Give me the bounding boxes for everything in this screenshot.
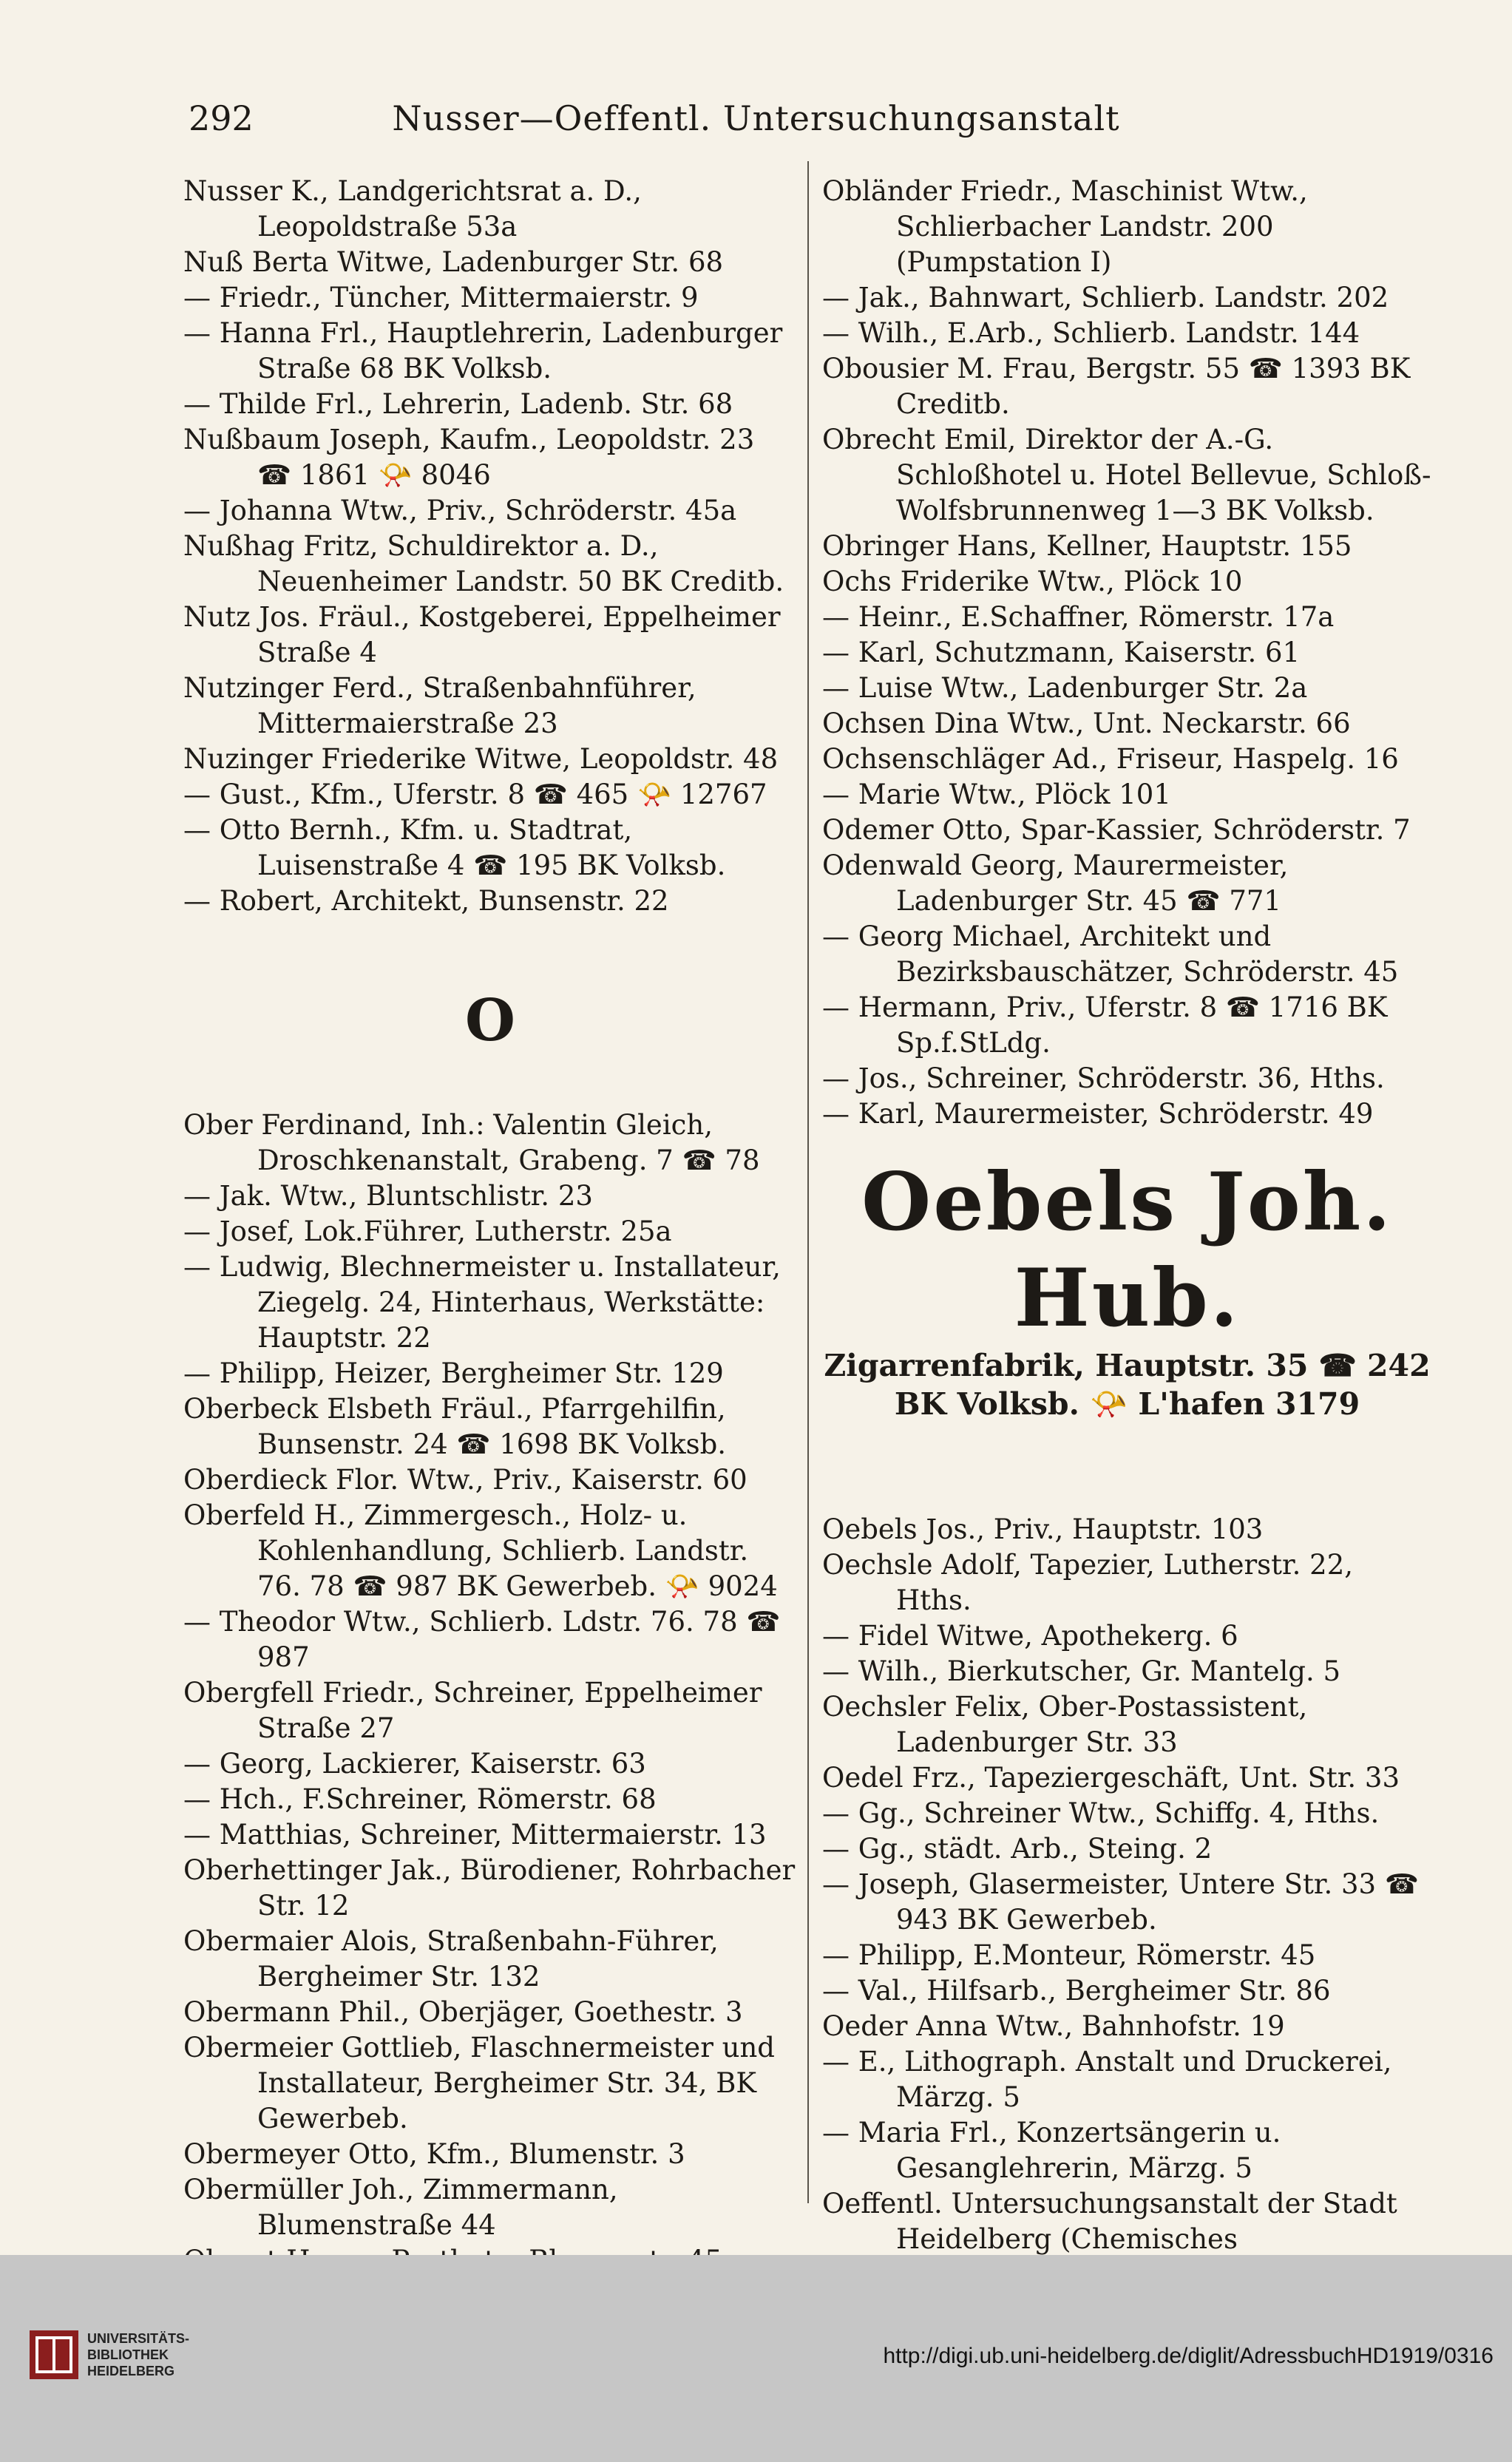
directory-entry: Ochsen Dina Wtw., Unt. Neckarstr. 66 <box>822 708 1351 739</box>
directory-entry: Oberhettinger Jak., Bürodiener, Rohrbacher Str. 12 <box>183 1854 796 1922</box>
directory-entry: — Jak. Wtw., Bluntschlistr. 23 <box>183 1180 593 1212</box>
section-letter: O <box>465 987 515 1054</box>
directory-entry: — Karl, Maurermeister, Schröderstr. 49 <box>822 1098 1374 1130</box>
spacer <box>822 1423 1432 1512</box>
entry-list <box>822 174 1432 1132</box>
directory-entry: Nußbaum Joseph, Kaufm., Leopoldstr. 23 ☎ 1861 📯 8046 <box>183 424 755 491</box>
directory-entry: Obermaier Alois, Straßenbahn-Führer, Bergheimer Str. 132 <box>183 1925 719 1993</box>
directory-entry: — Fidel Witwe, Apothekerg. 6 <box>822 1620 1238 1652</box>
directory-entry: — Hanna Frl., Hauptlehrerin, Ladenburger Straße 68 BK Volksb. <box>183 317 783 384</box>
directory-entry: — Thilde Frl., Lehrerin, Ladenb. Str. 68 <box>183 388 733 420</box>
directory-entry: Obousier M. Frau, Bergstr. 55 ☎ 1393 BK Creditb. <box>822 353 1411 420</box>
directory-entry: — Maria Frl., Konzertsängerin u. Gesanglehrerin, Märzg. 5 <box>822 2117 1281 2184</box>
entry-list <box>183 174 797 919</box>
directory-entry: Nuzinger Friederike Witwe, Leopoldstr. 48 <box>183 743 779 775</box>
directory-entry: — Josef, Lok.Führer, Lutherstr. 25a <box>183 1215 672 1247</box>
directory-entry: Oberdieck Flor. Wtw., Priv., Kaiserstr. 60 <box>183 1464 747 1496</box>
directory-entry: Obermeier Gottlieb, Flaschnermeister und Installateur, Bergheimer Str. 34, BK Gewerbeb. <box>183 2032 775 2134</box>
advertisement-title: Oebels Joh. Hub. <box>861 1156 1393 1345</box>
directory-entry: Nußhag Fritz, Schuldirektor a. D., Neuenheimer Landstr. 50 BK Creditb. <box>183 530 784 597</box>
directory-entry: — Friedr., Tüncher, Mittermaierstr. 9 <box>183 282 699 313</box>
directory-entry: Odemer Otto, Spar-Kassier, Schröderstr. 7 <box>822 814 1411 846</box>
directory-entry: Nutz Jos. Fräul., Kostgeberei, Eppelheimer Straße 4 <box>183 601 781 668</box>
directory-entry: — Marie Wtw., Plöck 101 <box>822 779 1171 810</box>
column-divider <box>807 161 809 2203</box>
directory-entry: — Philipp, Heizer, Bergheimer Str. 129 <box>183 1357 724 1389</box>
directory-entry: — Robert, Architekt, Bunsenstr. 22 <box>183 885 669 917</box>
directory-entry: — Joseph, Glasermeister, Untere Str. 33 ☎ 943 BK Gewerbeb. <box>822 1868 1419 1936</box>
directory-entry: — Jak., Bahnwart, Schlierb. Landstr. 202 <box>822 282 1389 313</box>
directory-entry: — Gust., Kfm., Uferstr. 8 ☎ 465 📯 12767 <box>183 779 767 810</box>
advertisement-line: BK Volksb. 📯 L'hafen 3179 <box>894 1386 1360 1422</box>
directory-entry: Odenwald Georg, Maurermeister, Ladenburger Str. 45 ☎ 771 <box>822 850 1289 917</box>
directory-entry: Oebels Jos., Priv., Hauptstr. 103 <box>822 1513 1264 1545</box>
directory-entry: — Hch., F.Schreiner, Römerstr. 68 <box>183 1783 657 1815</box>
entry-list <box>183 1108 797 2314</box>
directory-entry: Nutzinger Ferd., Straßenbahnführer, Mittermaierstraße 23 <box>183 672 696 739</box>
library-footer <box>0 2255 1512 2462</box>
page-header <box>189 92 1323 144</box>
directory-entry: Obländer Friedr., Maschinist Wtw., Schlierbacher Landstr. 200 (Pumpstation I) <box>822 175 1308 278</box>
directory-entry: — Otto Bernh., Kfm. u. Stadtrat, Luisenstraße 4 ☎ 195 BK Volksb. <box>183 814 726 881</box>
directory-entry: Obringer Hans, Kellner, Hauptstr. 155 <box>822 530 1352 562</box>
directory-entry: Ober Ferdinand, Inh.: Valentin Gleich, Droschkenanstalt, Grabeng. 7 ☎ 78 <box>183 1109 760 1176</box>
directory-entry: — Wilh., Bierkutscher, Gr. Mantelg. 5 <box>822 1655 1341 1687</box>
source-url-link[interactable]: http://digi.ub.uni-heidelberg.de/diglit/AdressbuchHD1919/0316 <box>883 2344 1494 2368</box>
page-number: 292 <box>189 98 254 138</box>
entry-list <box>822 1512 1432 2328</box>
directory-entry: — Georg Michael, Architekt und Bezirksbauschätzer, Schröderstr. 45 <box>822 920 1399 988</box>
directory-entry: — Hermann, Priv., Uferstr. 8 ☎ 1716 BK Sp.f.StLdg. <box>822 991 1388 1059</box>
directory-entry: Oechsle Adolf, Tapezier, Lutherstr. 22, Hths. <box>822 1549 1354 1616</box>
directory-entry: — Gg., städt. Arb., Steing. 2 <box>822 1833 1213 1865</box>
library-name: UNIVERSITÄTS- BIBLIOTHEK HEIDELBERG <box>87 2331 190 2378</box>
left-column <box>183 174 797 2314</box>
directory-entry: — Theodor Wtw., Schlierb. Ldstr. 76. 78 ☎ 987 <box>183 1606 781 1673</box>
directory-entry: — Val., Hilfsarb., Bergheimer Str. 86 <box>822 1975 1331 2007</box>
library-seal-icon <box>28 2329 80 2381</box>
directory-entry: — Ludwig, Blechnermeister u. Installateur, Ziegelg. 24, Hinterhaus, Werkstätte: Hauptstr. 22 <box>183 1251 781 1354</box>
directory-entry: Oberfeld H., Zimmergesch., Holz- u. Kohlenhandlung, Schlierb. Landstr. 76. 78 ☎ 987 BK Gewerbeb. 📯 9024 <box>183 1499 778 1602</box>
directory-entry: Ochs Friderike Wtw., Plöck 10 <box>822 566 1243 597</box>
directory-entry: — Jos., Schreiner, Schröderstr. 36, Hths. <box>822 1062 1385 1094</box>
directory-entry: Oberbeck Elsbeth Fräul., Pfarrgehilfin, Bunsenstr. 24 ☎ 1698 BK Volksb. <box>183 1393 727 1460</box>
advertisement <box>822 1154 1432 1423</box>
directory-entry: — Matthias, Schreiner, Mittermaierstr. 13 <box>183 1819 767 1851</box>
directory-entry: — Heinr., E.Schaffner, Römerstr. 17a <box>822 601 1335 633</box>
directory-entry: Obergfell Friedr., Schreiner, Eppelheimer Straße 27 <box>183 1677 762 1744</box>
directory-entry: Obermeyer Otto, Kfm., Blumenstr. 3 <box>183 2138 685 2170</box>
directory-entry: — Luise Wtw., Ladenburger Str. 2a <box>822 672 1308 704</box>
directory-entry: Ochsenschläger Ad., Friseur, Haspelg. 16 <box>822 743 1399 775</box>
library-logo <box>28 2329 190 2388</box>
directory-entry: Obermann Phil., Oberjäger, Goethestr. 3 <box>183 1996 743 2028</box>
running-title: Nusser—Oeffentl. Untersuchungsanstalt <box>392 98 1120 138</box>
directory-entry: Obermüller Joh., Zimmermann, Blumenstraße 44 <box>183 2174 618 2241</box>
directory-entry: — Johanna Wtw., Priv., Schröderstr. 45a <box>183 495 737 526</box>
directory-entry: — Philipp, E.Monteur, Römerstr. 45 <box>822 1939 1316 1971</box>
directory-entry: — E., Lithograph. Anstalt und Druckerei, Märzg. 5 <box>822 2046 1392 2113</box>
directory-entry: Oechsler Felix, Ober-Postassistent, Ladenburger Str. 33 <box>822 1691 1308 1758</box>
directory-entry: Nusser K., Landgerichtsrat a. D., Leopoldstraße 53a <box>183 175 642 243</box>
directory-entry: — Karl, Schutzmann, Kaiserstr. 61 <box>822 637 1301 668</box>
directory-entry: Oedel Frz., Tapeziergeschäft, Unt. Str. 33 <box>822 1762 1400 1794</box>
directory-entry: — Wilh., E.Arb., Schlierb. Landstr. 144 <box>822 317 1360 349</box>
directory-entry: Oeder Anna Wtw., Bahnhofstr. 19 <box>822 2010 1285 2042</box>
directory-entry: Nuß Berta Witwe, Ladenburger Str. 68 <box>183 246 724 278</box>
right-column <box>822 174 1432 2328</box>
directory-entry: — Gg., Schreiner Wtw., Schiffg. 4, Hths. <box>822 1797 1380 1829</box>
directory-entry: Obrecht Emil, Direktor der A.-G. Schloßhotel u. Hotel Bellevue, Schloß-Wolfsbrunnenweg 1—3 BK Volksb. <box>822 424 1431 526</box>
directory-entry: — Georg, Lackierer, Kaiserstr. 63 <box>183 1748 646 1780</box>
advertisement-line: Zigarrenfabrik, Hauptstr. 35 ☎ 242 <box>824 1348 1431 1383</box>
directory-entry: Oeffentl. Untersuchungsanstalt der Stadt Heidelberg (Chemisches <box>822 2188 1397 2255</box>
